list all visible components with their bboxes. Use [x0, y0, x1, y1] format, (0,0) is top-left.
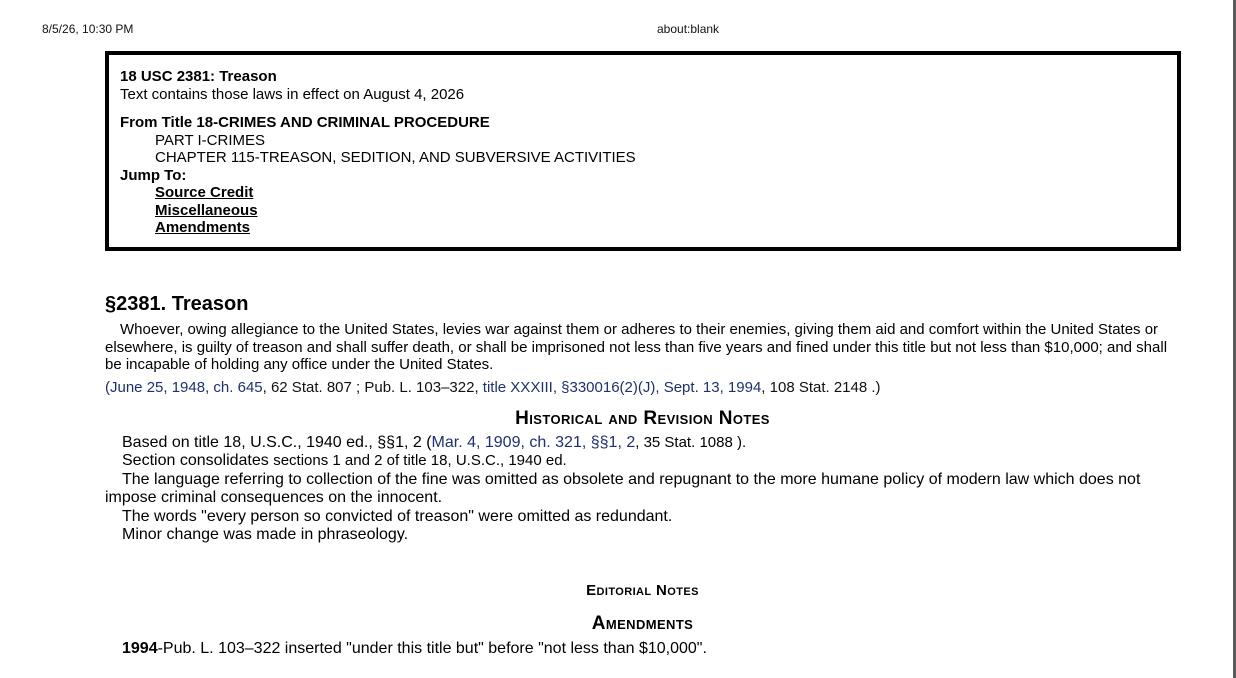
historical-notes [105, 434, 1180, 545]
chapter-heading: CHAPTER 115-TREASON, SEDITION, AND SUBVERSIVE ACTIVITIES [155, 149, 636, 166]
section-heading: §2381. Treason [105, 293, 249, 315]
credit-link-1994[interactable]: title XXXIII, §330016(2)(J), Sept. 13, 1994 [482, 378, 762, 396]
amendment-year: 1994 [122, 640, 158, 657]
note-line-2: Section consolidates sections 1 and 2 of title 18, U.S.C., 1940 ed. [122, 452, 567, 469]
statute-link-1909[interactable]: Mar. 4, 1909, ch. 321, §§1, 2 [431, 433, 636, 451]
title-heading: From Title 18-CRIMES AND CRIMINAL PROCEDURE [120, 114, 490, 131]
amendment-text: -Pub. L. 103–322 inserted "under this title but" before "not less than $10,000". [157, 640, 707, 657]
credit-text-end: , 108 Stat. 2148 .) [761, 378, 881, 396]
document-title: 18 USC 2381: Treason [120, 68, 277, 85]
print-url: about:blank [657, 22, 720, 36]
note-line-5: Minor change was made in phraseology. [122, 526, 409, 543]
jump-link-miscellaneous[interactable]: Miscellaneous [155, 201, 258, 219]
historical-notes-heading: Historical and Revision Notes [515, 407, 770, 429]
document-info-box [105, 51, 1181, 251]
editorial-notes-heading: Editorial Notes [586, 582, 699, 599]
amendments-heading: Amendments [591, 613, 694, 634]
amendment-1994 [122, 640, 707, 658]
note-line-4: The words "every person so convicted of treason" were omitted as redundant. [122, 507, 673, 525]
effective-date-note: Text contains those laws in effect on August 4, 2026 [120, 85, 465, 103]
source-credit [105, 379, 1180, 397]
credit-text-mid: , 62 Stat. 807 ; Pub. L. 103–322, [262, 378, 483, 396]
credit-open-paren: ( [105, 378, 110, 396]
credit-link-1948[interactable]: June 25, 1948, ch. 645 [110, 378, 263, 396]
jump-to-label: Jump To: [120, 166, 187, 184]
note-line-3: The language referring to collection of the fine was omitted as obsolete and repugnant to the more humane policy of modern law which does not impose criminal consequences on the innocent. [105, 470, 1141, 506]
section-text: Whoever, owing allegiance to the United States, levies war against them or adheres to their enemies, giving them aid and comfort within the United States or elsewhere, is guilty of treason and shall suffer death, or shall be imprisoned not less than five years and fined under this title but not less than $10,000; and shall be incapable of holding any office under the United States. [105, 321, 1168, 373]
print-datetime: 8/5/26, 10:30 PM [42, 22, 134, 36]
jump-link-source-credit[interactable]: Source Credit [155, 184, 254, 201]
jump-link-amendments[interactable]: Amendments [155, 219, 251, 236]
section-body [105, 292, 1180, 657]
note-line-1: Based on title 18, U.S.C., 1940 ed., §§1, 2 (Mar. 4, 1909, ch. 321, §§1, 2, 35 Stat. 1088 ). [122, 433, 747, 451]
part-heading: PART I-CRIMES [155, 131, 266, 149]
